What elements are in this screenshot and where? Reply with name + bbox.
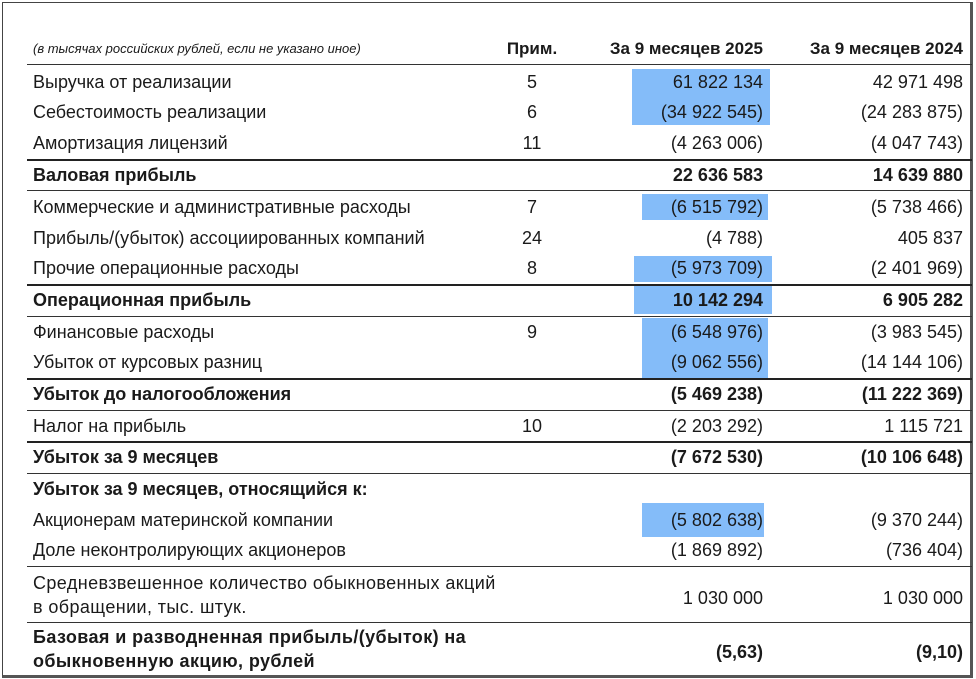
row-label: Валовая прибыль [33, 165, 197, 185]
row-label: Акционерам материнской компании [33, 510, 334, 530]
row-value-2024: 405 837 [897, 228, 963, 248]
row-value-2025: (4 263 006) [670, 133, 763, 153]
row-value-2025: (5,63) [715, 642, 763, 662]
table-row-total [27, 621, 972, 679]
row-value-2025: (5 973 709) [670, 258, 763, 278]
row-label: Прибыль/(убыток) ассоциированных компаний [33, 228, 425, 248]
row-note: 9 [526, 322, 537, 342]
row-note: 5 [526, 72, 537, 92]
table-row-total [27, 442, 972, 473]
row-value-2025: (1 869 892) [670, 540, 763, 560]
row-label: Убыток за 9 месяцев [33, 447, 219, 467]
row-value-2024: (736 404) [885, 540, 963, 560]
row-label: Базовая и разводненная прибыль/(убыток) на обыкновенную акцию, рублей [33, 627, 467, 671]
row-note: 10 [521, 416, 543, 436]
row-note [497, 347, 567, 378]
row-value-2025: (9 062 556) [670, 352, 763, 372]
row-value-2024: (10 106 648) [860, 447, 963, 467]
table-row [27, 97, 972, 128]
units-caption: (в тысячах российских рублей, если не указано иное) [33, 41, 361, 56]
row-label: Средневзвешенное количество обыкновенных акций в обращении, тыс. штук. [33, 573, 496, 617]
row-value-2024: 14 639 880 [872, 165, 963, 185]
row-label: Амортизация лицензий [33, 133, 228, 153]
row-note: 6 [526, 102, 537, 122]
table-row-total [27, 160, 972, 191]
col-2025-header: За 9 месяцев 2025 [609, 39, 763, 58]
row-note: 8 [526, 258, 537, 278]
row-note [497, 535, 567, 566]
row-value-2024: 42 971 498 [872, 72, 963, 92]
row-value-2024: (9 370 244) [870, 510, 963, 530]
row-value-2025: (4 788) [705, 228, 763, 248]
row-value-2025: (6 515 792) [670, 197, 763, 217]
table-row [27, 223, 972, 254]
row-value-2024: (3 983 545) [870, 322, 963, 342]
table-row-total [27, 285, 972, 316]
note-header: Прим. [506, 39, 558, 58]
row-value-2025: (5 469 238) [670, 384, 763, 404]
row-value-2024: (9,10) [915, 642, 963, 662]
table-row-total [27, 379, 972, 410]
row-value-2024: (5 738 466) [870, 197, 963, 217]
row-label: Коммерческие и административные расходы [33, 197, 411, 217]
row-label: Выручка от реализации [33, 72, 232, 92]
row-note [497, 442, 567, 473]
table-row [27, 567, 972, 629]
row-label: Операционная прибыль [33, 290, 252, 310]
row-value-2024: 1 030 000 [882, 588, 963, 608]
row-value-2024: (11 222 369) [861, 384, 963, 404]
row-value-2024: (2 401 969) [870, 258, 963, 278]
row-note: 11 [522, 133, 542, 153]
row-value-2025: 61 822 134 [672, 72, 763, 92]
row-value-2025: (2 203 292) [670, 416, 763, 436]
row-note [497, 567, 567, 598]
row-value-2025: (6 548 976) [670, 322, 763, 342]
row-value-2025: 1 030 000 [682, 588, 763, 608]
row-note [497, 285, 567, 316]
row-note: 7 [526, 197, 537, 217]
rule [27, 64, 972, 65]
table-row [27, 192, 972, 223]
row-value-2025: 22 636 583 [672, 165, 763, 185]
row-note [497, 505, 567, 536]
row-note [497, 621, 567, 652]
table-row [27, 411, 972, 442]
row-label: Убыток до налогообложения [33, 384, 292, 404]
row-label: Убыток от курсовых разниц [33, 352, 263, 372]
table-row [27, 317, 972, 348]
row-label: Убыток за 9 месяцев, относящийся к: [33, 479, 368, 499]
table-row [27, 253, 972, 284]
col-2024-header: За 9 месяцев 2024 [809, 39, 963, 58]
row-value-2024: (4 047 743) [870, 133, 963, 153]
row-label: Налог на прибыль [33, 416, 187, 436]
table-row [27, 505, 972, 536]
table-row [27, 535, 972, 566]
row-value-2025: (5 802 638) [670, 510, 763, 530]
row-note [497, 379, 567, 410]
row-value-2025: (7 672 530) [670, 447, 763, 467]
row-value-2024: 6 905 282 [882, 290, 963, 310]
row-value-2024: (14 144 106) [860, 352, 963, 372]
row-label: Доле неконтролирующих акционеров [33, 540, 346, 560]
row-value-2025: (34 922 545) [660, 102, 763, 122]
row-value-2024: 1 115 721 [884, 416, 963, 436]
section-heading [27, 474, 972, 505]
row-note [497, 160, 567, 191]
header-row [27, 33, 972, 64]
table-row [27, 67, 972, 98]
row-value-2025: 10 142 294 [672, 290, 763, 310]
row-value-2024: (24 283 875) [860, 102, 963, 122]
row-label: Прочие операционные расходы [33, 258, 299, 278]
table-row [27, 347, 972, 378]
row-label: Себестоимость реализации [33, 102, 267, 122]
row-label: Финансовые расходы [33, 322, 215, 342]
row-note: 24 [521, 228, 543, 248]
table-row [27, 128, 972, 159]
